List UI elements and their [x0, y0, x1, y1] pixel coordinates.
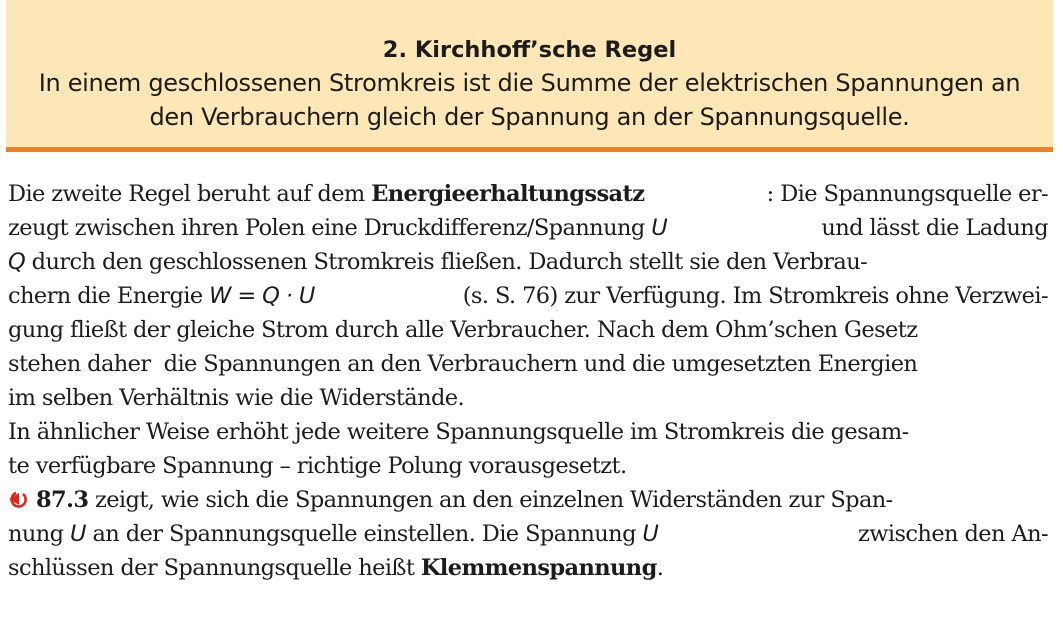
text: im selben Verhältnis wie die Widerstände.	[8, 385, 465, 411]
bold-term: Klemmenspannung	[420, 555, 657, 581]
text: an der Spannungsquelle einstellen. Die Spannung	[85, 521, 643, 547]
paragraph-1-line-4	[8, 279, 1048, 313]
paragraph-1-line-7	[8, 381, 1048, 415]
variable-q: Q	[8, 249, 26, 275]
variable-u: U	[651, 215, 668, 241]
text: : Die Spannungsquelle er-	[766, 181, 1048, 207]
paragraph-1-line-1	[8, 177, 1048, 211]
text: nung	[8, 521, 71, 547]
text: In ähnlicher Weise erhöht jede weitere Spannungsquelle im Stromkreis die gesam-	[8, 419, 909, 445]
text: zwischen den An-	[851, 521, 1048, 547]
rule-text-line-2: den Verbrauchern gleich der Spannung an der Spannungsquelle.	[149, 103, 910, 131]
variable-u: U	[642, 521, 659, 547]
paragraph-1-line-5	[8, 313, 1048, 347]
text: .	[656, 555, 664, 581]
text: stehen daher die Spannungen an den Verbrauchern und die umgesetzten Energien	[8, 351, 918, 377]
text: chern die Energie	[8, 283, 210, 309]
paragraph-1-line-3	[8, 245, 1048, 279]
text: durch den geschlossenen Stromkreis fließen. Dadurch stellt sie den Verbrau-	[25, 249, 868, 275]
text: Die zweite Regel beruht auf dem	[8, 181, 372, 207]
paragraph-3-line-3	[8, 551, 1048, 585]
paragraph-2-line-1	[8, 415, 1048, 449]
text: schlüssen der Spannungsquelle heißt	[8, 555, 421, 581]
arrow-reference-icon	[8, 486, 30, 520]
energy-formula: W = Q · U	[209, 283, 315, 309]
rule-text-line-1: In einem geschlossenen Stromkreis ist die Summe der elektrischen Spannungen an	[38, 69, 1021, 97]
body-text	[8, 177, 1048, 585]
variable-u: U	[70, 521, 86, 547]
figure-reference-link[interactable]: 87.3	[36, 487, 89, 513]
bold-term: Energieerhaltungssatz	[371, 181, 645, 207]
paragraph-3-line-1	[8, 483, 1048, 517]
rule-box	[6, 0, 1053, 152]
text: gung fließt der gleiche Strom durch alle Verbraucher. Nach dem Ohm’schen Gesetz	[8, 317, 918, 343]
text: (s. S. 76) zur Verfügung. Im Stromkreis ohne Verzwei-	[456, 283, 1048, 309]
paragraph-2-line-2	[8, 449, 1048, 483]
rule-title: 2. Kirchhoff’sche Regel	[382, 37, 677, 63]
paragraph-1-line-2	[8, 211, 1048, 245]
paragraph-1-line-6	[8, 347, 1048, 381]
text: zeugt zwischen ihren Polen eine Druckdifferenz/Spannung	[8, 215, 652, 241]
text: und lässt die Ladung	[814, 215, 1048, 241]
paragraph-3-line-2	[8, 517, 1048, 551]
text: zeigt, wie sich die Spannungen an den einzelnen Widerständen zur Span-	[88, 487, 893, 513]
text: te verfügbare Spannung – richtige Polung vorausgesetzt.	[8, 453, 627, 479]
